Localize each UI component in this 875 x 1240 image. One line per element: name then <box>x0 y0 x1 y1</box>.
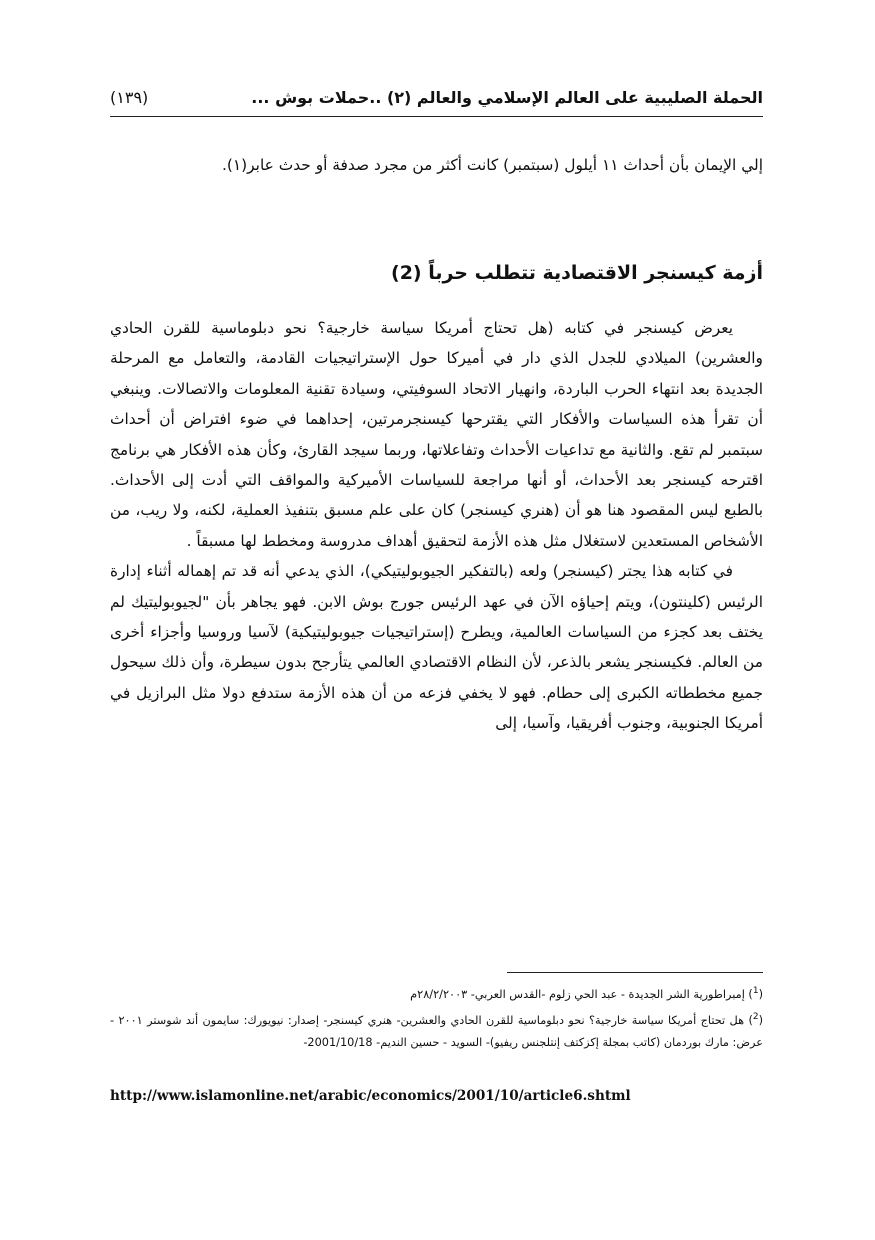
footnote-2: ($^2$) هل تحتاج أمريكا سياسة خارجية؟ نحو دبلوماسية للقرن الحادي والعشرين- هنري كيسنجر- إصدار: نيويورك: سايمون أند شوستر ٢٠٠١ - عرض: مارك بوردمان (كاتب بمجلة إكزكتف إنتلجنس ريفيو)- السويد - حسين النديم- 2001/10/18- <box>110 1011 764 1049</box>
section-body <box>110 313 763 739</box>
footnote-1: ($^1$) إمبراطورية الشر الجديدة - عبد الحي زلوم -القدس العربي- ٢٨/٢/٢٠٠٣م <box>410 986 763 1001</box>
footnote-separator <box>507 972 763 973</box>
intro-paragraph: إلي الإيمان بأن أحداث ١١ أيلول (سبتمبر) كانت أكثر من مجرد صدفة أو حدث عابر(١). <box>221 156 763 174</box>
header-title: الحملة الصليبية على العالم الإسلامي والعالم (٢) ..حملات بوش ... <box>251 88 763 107</box>
page-number: (١٣٩) <box>110 88 149 107</box>
running-header <box>110 86 763 117</box>
section-heading: أزمة كيسنجر الاقتصادية تتطلب حرباً (2) <box>391 262 763 284</box>
footnote-2-marker: 2 <box>752 1011 759 1022</box>
footnote-1-marker: 1 <box>752 986 759 996</box>
intro-paragraph-block <box>110 150 763 180</box>
footnote-2-text: هل تحتاج أمريكا سياسة خارجية؟ نحو دبلوماسية للقرن الحادي والعشرين- هنري كيسنجر- إصدار: نيويورك: سايمون أند شوستر ٢٠٠١ - عرض: مارك بوردمان (كاتب بمجلة إكزكتف إنتلجنس ريفيو)- السويد - حسين النديم- 2001/10/18- <box>110 1013 763 1049</box>
footnotes <box>110 980 763 1054</box>
footnote-1-text: إمبراطورية الشر الجديدة - عبد الحي زلوم -القدس العربي- ٢٨/٢/٢٠٠٣م <box>410 987 745 1001</box>
body-paragraph: يعرض كيسنجر في كتابه (هل تحتاج أمريكا سياسة خارجية؟ نحو دبلوماسية للقرن الحادي والعشرين) الميلادي للجدل الذي دار في أميركا حول الإستراتيجيات القادمة، والتعامل مع المرحلة الجديدة بعد انتهاء الحرب الباردة، وانهيار الاتحاد السوفيتي، وسيادة تقنية المعلومات والاتصالات. وينبغي أن تقرأ هذه السياسات والأفكار التي يقترحها كيسنجرمرتين، إحداهما في ضوء افتراض أن أحداث سبتمبر لم تقع. والثانية مع تداعيات الأحداث وتفاعلاتها، وربما سيجد القارئ، وكأن هذه الأفكار هي برنامج اقترحه كيسنجر بعد الأحداث، أو أنها مراجعة للسياسات الأميركية والمواقف التي أدت إلى الأحداث. بالطبع ليس المقصود هنا هو أن (هنري كيسنجر) كان على علم مسبق بتنفيذ العملية، لكنه، ولا ريب، من الأشخاص المستعدين لاستغلال مثل هذه الأزمة لتحقيق أهداف مدروسة ومخطط لها مسبقاً . <box>110 319 763 550</box>
footnote-url: http://www.islamonline.net/arabic/economics/2001/10/article6.shtml <box>110 1088 631 1104</box>
body-paragraph: في كتابه هذا يجتر (كيسنجر) ولعه (بالتفكير الجيوبوليتيكي)، الذي يدعي أنه قد تم إهماله أثناء إدارة الرئيس (كلينتون)، ويتم إحياؤه الآن في عهد الرئيس جورج بوش الابن. فهو يجاهر بأن "لجيوبوليتيك لم يختف بعد كجزء من السياسات العالمية، ويطرح (إستراتيجيات جيوبوليتيكية) لآسيا وروسيا وأجزاء أخرى من العالم. فكيسنجر يشعر بالذعر، لأن النظام الاقتصادي العالمي يتأرجح بدون سيطرة، وأن ذلك سيحول جميع مخططاته الكبرى إلى حطام. فهو لا يخفي فزعه من أن هذه الأزمة ستدفع دولا مثل البرازيل في أمريكا الجنوبية، وجنوب أفريقيا، وآسيا، إلى <box>110 562 763 733</box>
